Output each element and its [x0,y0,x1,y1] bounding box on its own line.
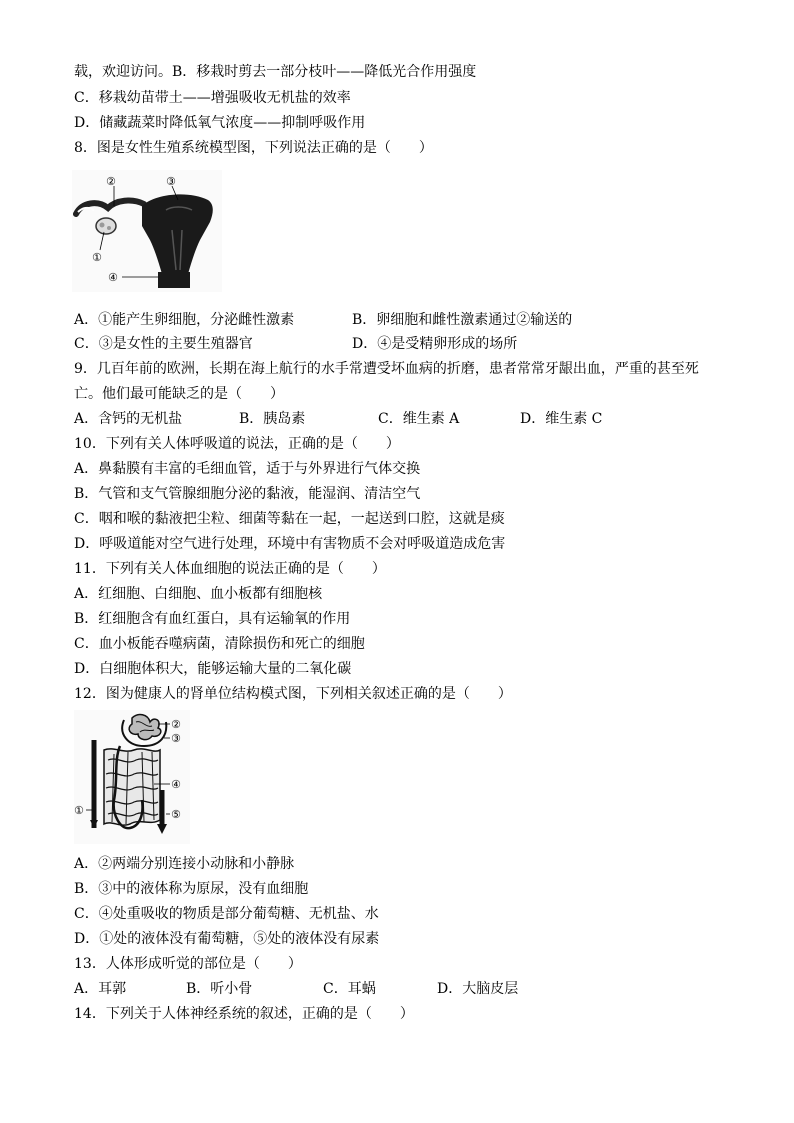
question-13-stem: 13．人体形成听觉的部位是（ ） [74,956,302,972]
label-4: ④ [171,778,181,791]
question-9-stem-line-1: 9．几百年前的欧洲，长期在海上航行的水手常遭受坏血病的折磨，患者常常牙龈出血，严重的甚至死 [74,361,699,377]
question-10-stem: 10．下列有关人体呼吸道的说法，正确的是（ ） [74,436,400,452]
label-1: ① [74,804,84,817]
question-8-stem: 8．图是女性生殖系统模型图，下列说法正确的是（ ） [74,140,433,156]
ovary-dot [100,223,105,228]
question-12-option-d: D．①处的液体没有葡萄糖，⑤处的液体没有尿素 [74,931,380,947]
ovary-shape [96,218,116,234]
question-13-option-d: D．大脑皮层 [437,981,519,997]
question-11-option-a: A．红细胞、白细胞、血小板都有细胞核 [74,586,323,602]
question-11-stem: 11．下列有关人体血细胞的说法正确的是（ ） [74,561,386,577]
female-reproductive-system-figure [72,170,222,292]
question-9-option-b: B．胰岛素 [239,411,306,427]
question-14-stem: 14．下列关于人体神经系统的叙述，正确的是（ ） [74,1006,414,1022]
question-11-option-b: B．红细胞含有血红蛋白，具有运输氧的作用 [74,611,351,627]
question-8-option-d: D．④是受精卵形成的场所 [352,336,518,352]
question-12-option-a: A．②两端分别连接小动脉和小静脉 [74,856,295,872]
ovary-dot [107,226,111,230]
question-10-option-c: C．咽和喉的黏液把尘粒、细菌等黏在一起，一起送到口腔，这就是痰 [74,511,505,527]
label-2: ② [106,175,116,188]
label-3: ③ [171,732,181,745]
question-11-option-c: C．血小板能吞噬病菌，清除损伤和死亡的细胞 [74,636,365,652]
question-9-stem-line-2: 亡。他们最可能缺乏的是（ ） [74,386,284,402]
label-1: ① [92,251,102,264]
question-7-option-d: D．储藏蔬菜时降低氧气浓度——抑制呼吸作用 [74,115,366,131]
label-2: ② [171,718,181,731]
question-12-option-b: B．③中的液体称为原尿，没有血细胞 [74,881,309,897]
question-13-option-c: C．耳蜗 [323,981,376,997]
question-9-option-c: C．维生素 A [378,411,460,427]
question-10-option-a: A．鼻黏膜有丰富的毛细血管，适于与外界进行气体交换 [74,461,421,477]
question-13-option-a: A．耳郭 [74,981,127,997]
question-8-option-b: B．卵细胞和雌性激素通过②输送的 [352,312,573,328]
label-3: ③ [166,175,176,188]
question-12-stem: 12．图为健康人的肾单位结构模式图，下列相关叙述正确的是（ ） [74,686,512,702]
question-11-option-d: D．白细胞体积大，能够运输大量的二氧化碳 [74,661,352,677]
question-8-option-a: A．①能产生卵细胞，分泌雌性激素 [74,312,295,328]
label-4: ④ [108,271,118,284]
question-8-option-c: C．③是女性的主要生殖器官 [74,336,253,352]
question-7-option-c: C．移栽幼苗带土——增强吸收无机盐的效率 [74,90,351,106]
question-12-option-c: C．④处重吸收的物质是部分葡萄糖、无机盐、水 [74,906,379,922]
question-10-option-b: B．气管和支气管腺细胞分泌的黏液，能湿润、清洁空气 [74,486,421,502]
question-13-option-b: B．听小骨 [186,981,253,997]
vagina-shape [158,272,190,288]
question-9-option-d: D．维生素 C [520,411,603,427]
question-9-option-a: A．含钙的无机盐 [74,411,183,427]
nephron-structure-figure [74,710,190,844]
question-7-continuation: 载，欢迎访问。B．移栽时剪去一部分枝叶——降低光合作用强度 [74,64,477,80]
question-10-option-d: D．呼吸道能对空气进行处理，环境中有害物质不会对呼吸道造成危害 [74,536,506,552]
label-5: ⑤ [171,808,181,821]
